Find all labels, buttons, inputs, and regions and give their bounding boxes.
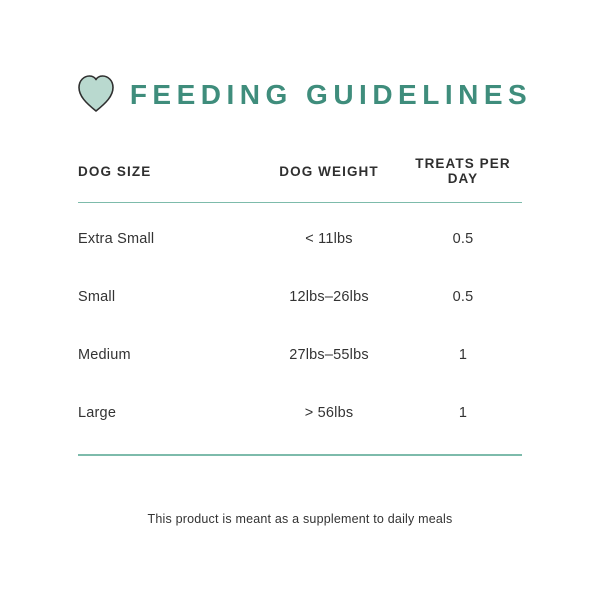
cell-dog-size: Large [78,405,117,421]
guidelines-table [78,156,522,442]
heart-icon [76,72,116,114]
cell-treats-per-day: 1 [458,347,468,363]
cell-treats-per-day: 0.5 [452,289,474,305]
cell-dog-size: Small [78,289,116,305]
column-header-treats-per-day: TREATS PER DAY [404,156,522,203]
footnote: This product is meant as a supplement to daily meals [147,511,453,526]
cell-dog-size: Medium [78,347,131,363]
cell-dog-weight: 27lbs–55lbs [289,347,369,363]
cell-dog-weight: < 11lbs [305,231,353,247]
table-row [78,203,522,269]
table-row [78,384,522,442]
guidelines-table-wrapper [78,156,522,442]
table-header-row [78,156,522,203]
cell-treats-per-day: 0.5 [452,231,474,247]
column-header-dog-weight: DOG WEIGHT [254,156,404,203]
table-row [78,268,522,326]
page-title: FEEDING GUIDELINES [129,79,533,110]
cell-dog-weight: > 56lbs [304,405,354,421]
cell-treats-per-day: 1 [458,405,468,421]
table-row [78,326,522,384]
cell-dog-weight: 12lbs–26lbs [289,289,369,305]
header [0,0,600,116]
table-bottom-divider [78,454,522,456]
column-header-dog-size: DOG SIZE [78,156,254,203]
cell-dog-size: Extra Small [78,231,155,247]
